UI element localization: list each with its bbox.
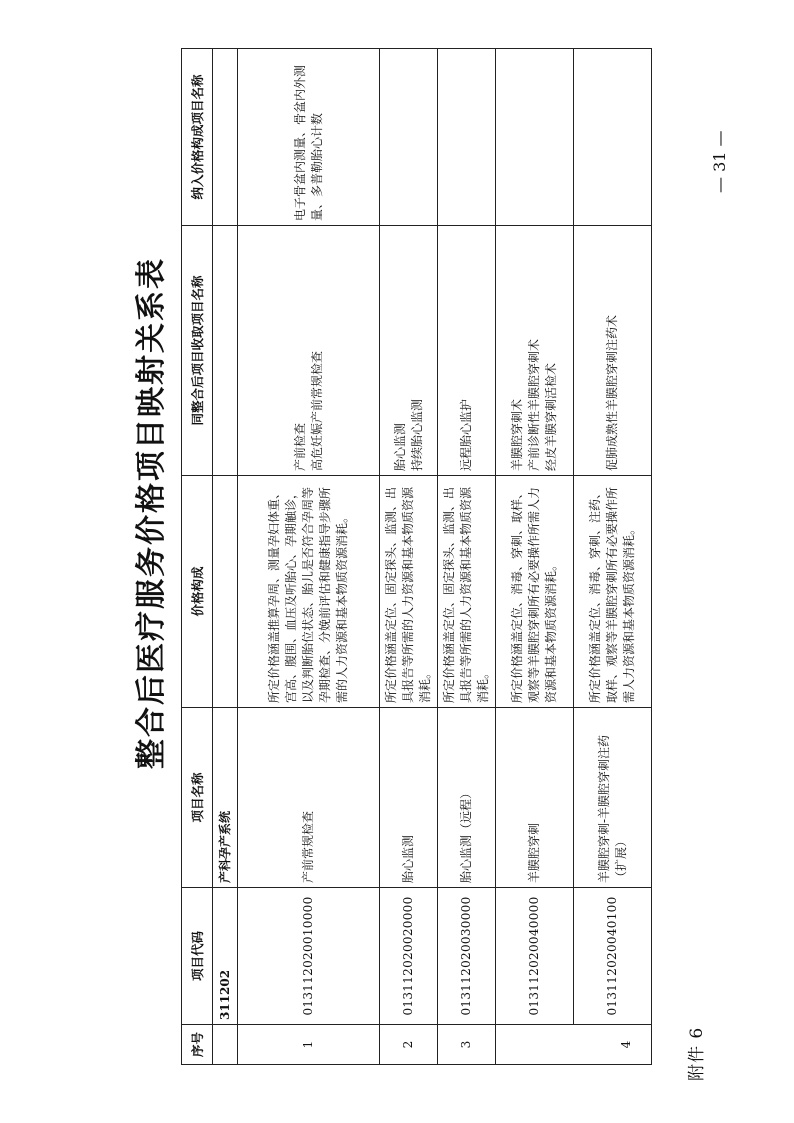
row-seq: 2 xyxy=(380,1025,438,1065)
header-name: 项目名称 xyxy=(182,708,213,888)
row-composition: 所定价格涵盖定位、固定探头、监测、出具报告等所需的人力资源和基本物质资源消耗。 xyxy=(380,476,438,708)
row-included xyxy=(380,49,438,226)
header-seq: 序号 xyxy=(182,1025,213,1065)
category-name: 产科孕产系统 xyxy=(213,708,238,888)
row-seq: 4 xyxy=(496,1025,652,1065)
row-mapped: 远程胎心监护 xyxy=(438,226,496,476)
table-row xyxy=(238,49,380,1065)
row-mapped: 胎心监测 持续胎心监测 xyxy=(380,226,438,476)
row-included xyxy=(438,49,496,226)
row-code: 013112020040000 xyxy=(496,888,574,1025)
header-code: 项目代码 xyxy=(182,888,213,1025)
table-row xyxy=(380,49,438,1065)
table-row xyxy=(574,49,652,1065)
row-composition: 所定价格涵盖定位、固定探头、监测、出具报告等所需的人力资源和基本物质资源消耗。 xyxy=(438,476,496,708)
page-number: — 31 — xyxy=(710,130,729,193)
mapping-table xyxy=(181,48,652,1065)
row-code: 013112020040100 xyxy=(574,888,652,1025)
header-composition: 价格构成 xyxy=(182,476,213,708)
row-name: 产前常规检查 xyxy=(238,708,380,888)
table-header-row xyxy=(182,49,213,1065)
header-included-items: 纳入价格构成项目名称 xyxy=(182,49,213,226)
row-mapped: 羊膜腔穿刺术 产前诊断性羊膜腔穿刺术 经皮羊膜穿刺活检术 xyxy=(496,226,574,476)
row-seq: 1 xyxy=(238,1025,380,1065)
category-row xyxy=(213,49,238,1065)
page-title: 整合后医疗服务价格项目映射关系表 xyxy=(134,257,169,769)
row-seq: 3 xyxy=(438,1025,496,1065)
row-code: 013112020020000 xyxy=(380,888,438,1025)
row-code: 013112020030000 xyxy=(438,888,496,1025)
row-name: 胎心监测（远程） xyxy=(438,708,496,888)
row-included xyxy=(574,49,652,226)
table-row xyxy=(438,49,496,1065)
row-mapped: 产前检查 高危妊娠产前常规检查 xyxy=(238,226,380,476)
row-included: 电子骨盆内测量、骨盆内外测量、多普勒胎心计数 xyxy=(238,49,380,226)
row-composition: 所定价格涵盖定位、消毒、穿刺、注药、取样、观察等羊膜腔穿刺所有必要操作所需人力资源和基本物质资源消耗。 xyxy=(574,476,652,708)
row-mapped: 促肺成熟性羊膜腔穿刺注药术 xyxy=(574,226,652,476)
row-name: 羊膜腔穿刺 xyxy=(496,708,574,888)
row-included xyxy=(496,49,574,226)
table-row xyxy=(496,49,574,1065)
row-composition: 所定价格涵盖推算孕周、测量孕妇体重、宫高、腹围、血压及听胎心、孕期触诊，以及判断胎位状态、胎儿是否符合孕周等孕期检查、分娩前评估和健康指导步骤所需的人力资源和基本物质资源消耗。 xyxy=(238,476,380,708)
mapping-table-area xyxy=(181,49,652,1065)
row-composition: 所定价格涵盖定位、消毒、穿刺、取样、观察等羊膜腔穿刺所有必要操作所需人力资源和基本物质资源消耗。 xyxy=(496,476,574,708)
row-name: 羊膜腔穿刺-羊膜腔穿刺注药（扩展） xyxy=(574,708,652,888)
annex-label: 附件 6 xyxy=(687,1026,707,1081)
header-mapped-items: 同整合后项目收取项目名称 xyxy=(182,226,213,476)
row-code: 013112020010000 xyxy=(238,888,380,1025)
row-name: 胎心监测 xyxy=(380,708,438,888)
category-code: 311202 xyxy=(213,888,238,1025)
